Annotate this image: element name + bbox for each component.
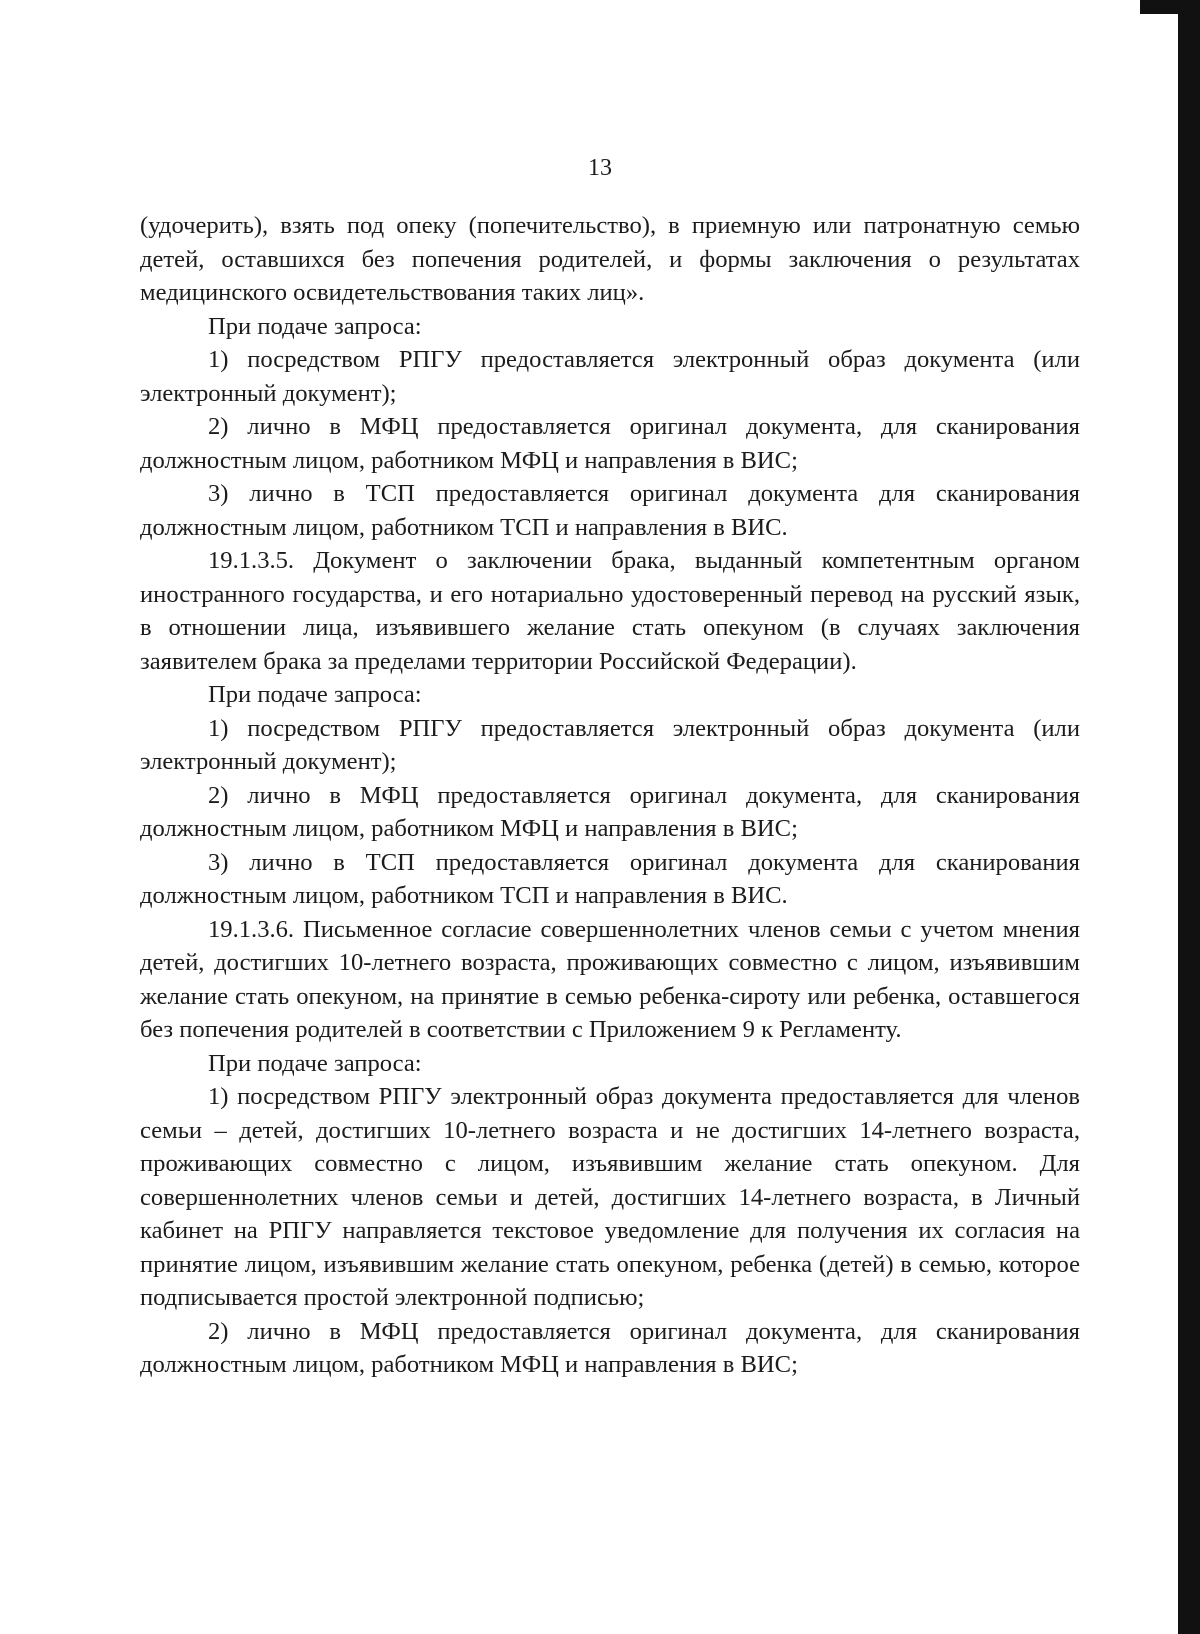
document-body	[140, 209, 1080, 1382]
scan-border	[1178, 0, 1200, 1634]
paragraph-list-item: 2) лично в МФЦ предоставляется оригинал документа, для сканирования должностным лицом, работником МФЦ и направления в ВИС;	[140, 413, 1080, 474]
paragraph-request-heading: При подаче запроса:	[208, 1049, 422, 1077]
paragraph-list-item: 1) посредством РПГУ предоставляется электронный образ документа (или электронный документ);	[140, 346, 1080, 407]
paragraph-continuation: (удочерить), взять под опеку (попечительство), в приемную или патронатную семью детей, оставшихся без попечения родителей, и формы заключения о результатах медицинского освидетельствования таких лиц».	[140, 212, 1080, 306]
scan-border-corner	[1140, 0, 1200, 14]
page-number: 13	[588, 155, 612, 181]
paragraph-list-item: 2) лично в МФЦ предоставляется оригинал документа, для сканирования должностным лицом, работником МФЦ и направления в ВИС;	[140, 1317, 1080, 1378]
paragraph-list-item: 1) посредством РПГУ предоставляется электронный образ документа (или электронный документ);	[140, 714, 1080, 775]
paragraph-list-item: 3) лично в ТСП предоставляется оригинал документа для сканирования должностным лицом, работником ТСП и направления в ВИС.	[140, 480, 1080, 541]
paragraph-list-item: 2) лично в МФЦ предоставляется оригинал документа, для сканирования должностным лицом, работником МФЦ и направления в ВИС;	[140, 781, 1080, 842]
paragraph-request-heading: При подаче запроса:	[208, 312, 422, 340]
paragraph-request-heading: При подаче запроса:	[208, 681, 422, 708]
paragraph-list-item: 1) посредством РПГУ электронный образ документа предоставляется для членов семьи – детей, достигших 10-летнего возраста и не достигших 14-летнего возраста, проживающих совместно с лицом, изъявившим желание стать опекуном. Для совершеннолетних членов семьи и детей, достигших 14-летнего возраста, в Личный кабинет на РПГУ направляется текстовое уведомление для получения их согласия на принятие лицом, изъявившим желание стать опекуном, ребенка (детей) в семью, которое подписывается простой электронной подписью;	[140, 1083, 1080, 1311]
paragraph-clause-19-1-3-5: 19.1.3.5. Документ о заключении брака, выданный компетентным органом иностранного государства, и его нотариально удостоверенный перевод на русский язык, в отношении лица, изъявившего желание стать опекуном (в случаях заключения заявителем брака за пределами территории Российской Федерации).	[140, 547, 1080, 675]
paragraph-clause-19-1-3-6: 19.1.3.6. Письменное согласие совершеннолетних членов семьи с учетом мнения детей, достигших 10-летнего возраста, проживающих совместно с лицом, изъявившим желание стать опекуном, на принятие в семью ребенка-сироту или ребенка, оставшегося без попечения родителей в соответствии с Приложением 9 к Регламенту.	[140, 915, 1080, 1043]
paragraph-list-item: 3) лично в ТСП предоставляется оригинал документа для сканирования должностным лицом, работником ТСП и направления в ВИС.	[140, 848, 1080, 909]
